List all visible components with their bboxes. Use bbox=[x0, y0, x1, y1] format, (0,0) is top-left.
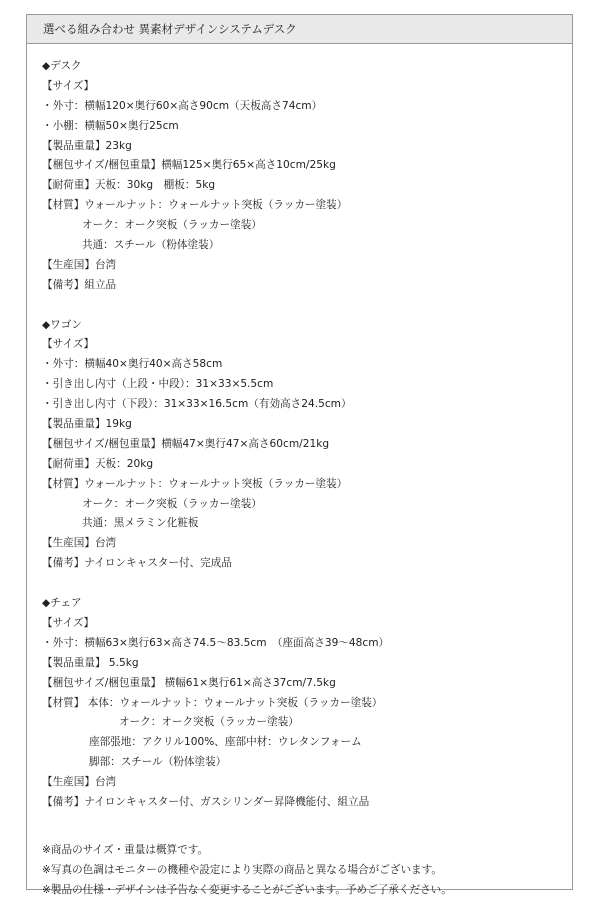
spec-line: 【備考】組立品 bbox=[42, 278, 117, 291]
spec-line: 【サイズ】 bbox=[42, 616, 95, 629]
spacer bbox=[42, 813, 572, 833]
spec-line: 【材質】ウォールナット：ウォールナット突板（ラッカー塗装） bbox=[42, 477, 348, 490]
spec-line: 【耐荷重】天板：30kg 棚板：5kg bbox=[42, 179, 216, 192]
spec-line: 脚部：スチール（粉体塗装） bbox=[89, 756, 227, 769]
wagon-section bbox=[42, 316, 572, 575]
spec-panel bbox=[26, 14, 573, 896]
spec-line: 【耐荷重】天板：20kg bbox=[42, 457, 154, 470]
note-line: ※製品の仕様・デザインは予告なく変更することがございます。予めご了承ください。 bbox=[42, 883, 452, 896]
spec-line: 共通：スチール（粉体塗装） bbox=[82, 239, 220, 252]
spec-line: 【材質】 本体：ウォールナット：ウォールナット突板（ラッカー塗装） bbox=[42, 696, 383, 709]
spec-line: ・引き出し内寸（下段）：31×33×16.5cm（有効高さ24.5cm） bbox=[42, 398, 352, 411]
spec-line: オーク：オーク突板（ラッカー塗装） bbox=[119, 716, 299, 729]
note-line: ※商品のサイズ・重量は概算です。 bbox=[42, 843, 209, 856]
note-line: ※写真の色調はモニターの機種や設定により実際の商品と異なる場合がございます。 bbox=[42, 863, 442, 876]
spec-line: 【生産国】台湾 bbox=[42, 258, 117, 271]
spec-line: 【製品重量】19kg bbox=[42, 418, 132, 431]
spec-line: ・小棚：横幅50×奥行25cm bbox=[42, 119, 179, 132]
spec-line: 【サイズ】 bbox=[42, 79, 95, 92]
spec-line: ・外寸：横幅63×奥行63×高さ74.5～83.5cm （座面高さ39～48cm） bbox=[42, 636, 390, 649]
spec-line: オーク：オーク突板（ラッカー塗装） bbox=[82, 219, 262, 232]
spec-line: 【材質】ウォールナット：ウォールナット突板（ラッカー塗装） bbox=[42, 199, 348, 212]
desk-section bbox=[42, 57, 572, 296]
spec-line: 【梱包サイズ/梱包重量】横幅47×奥行47×高さ60cm/21kg bbox=[42, 437, 330, 450]
spec-line: オーク：オーク突板（ラッカー塗装） bbox=[82, 497, 262, 510]
spec-line: ・引き出し内寸（上段・中段）：31×33×5.5cm bbox=[42, 378, 274, 391]
section-title-chair: ◆チェア bbox=[42, 597, 82, 610]
spacer bbox=[42, 574, 572, 594]
spec-line: 【サイズ】 bbox=[42, 338, 95, 351]
spacer bbox=[42, 296, 572, 316]
chair-section bbox=[42, 594, 572, 813]
spec-line: 【生産国】台湾 bbox=[42, 537, 117, 550]
spec-content bbox=[27, 44, 572, 900]
section-title-wagon: ◆ワゴン bbox=[42, 318, 82, 331]
spec-line: ・外寸：横幅120×奥行60×高さ90cm（天板高さ74cm） bbox=[42, 99, 323, 112]
spec-line: 共通：黒メラミン化粧板 bbox=[82, 517, 199, 530]
section-title-desk: ◆デスク bbox=[42, 60, 82, 72]
spec-line: ・外寸：横幅40×奥行40×高さ58cm bbox=[42, 358, 223, 371]
spec-line: 【梱包サイズ/梱包重量】横幅125×奥行65×高さ10cm/25kg bbox=[42, 159, 336, 172]
notes-section bbox=[42, 841, 572, 901]
spec-line: 【製品重量】 5.5kg bbox=[42, 656, 139, 669]
spec-line: 【梱包サイズ/梱包重量】 横幅61×奥行61×高さ37cm/7.5kg bbox=[42, 676, 336, 689]
spec-line: 座部張地：アクリル100%、座部中材：ウレタンフォーム bbox=[89, 736, 362, 749]
page-title: 選べる組み合わせ 異素材デザインシステムデスク bbox=[27, 15, 572, 44]
spec-line: 【製品重量】23kg bbox=[42, 139, 132, 152]
spec-line: 【生産国】台湾 bbox=[42, 776, 117, 789]
spec-line: 【備考】ナイロンキャスター付、完成品 bbox=[42, 557, 232, 570]
spec-line: 【備考】ナイロンキャスター付、ガスシリンダー昇降機能付、組立品 bbox=[42, 795, 370, 808]
